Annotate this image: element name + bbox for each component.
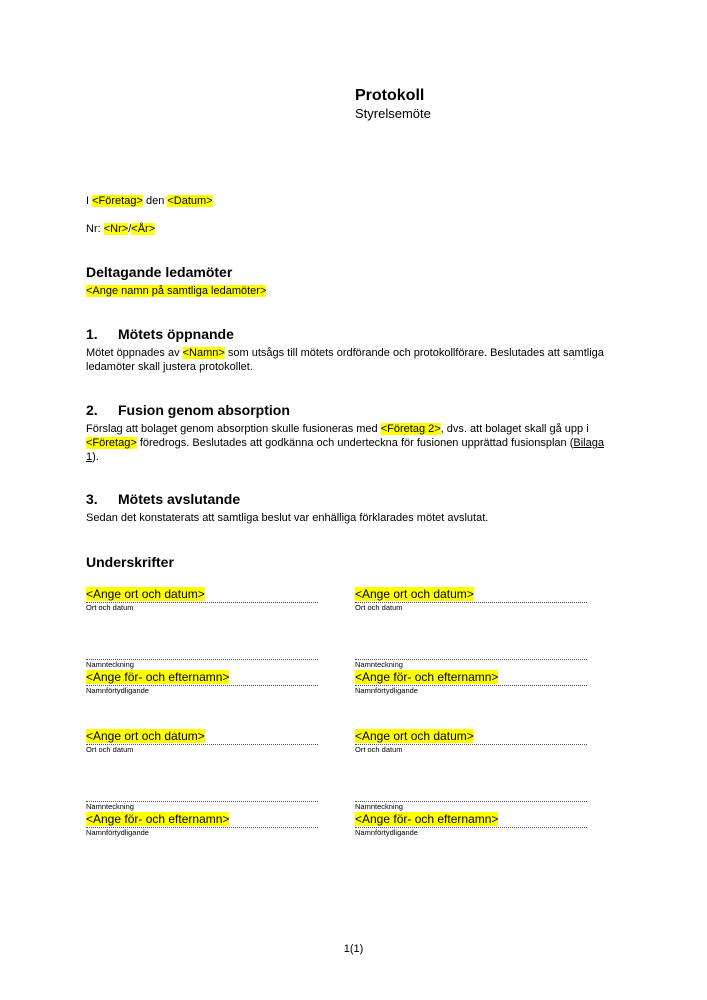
participants-placeholder[interactable]: <Ange namn på samtliga ledamöter> [86,285,267,297]
company-placeholder-inline[interactable]: <Företag> [86,437,137,449]
section-2-text-4: ). [92,451,99,463]
year-placeholder[interactable]: <År> [131,223,156,235]
date-placeholder[interactable]: <Datum> [167,195,213,207]
section-3-title: Mötets avslutande [118,491,241,507]
nr-placeholder[interactable]: <Nr> [103,223,129,235]
name-caption: Namnförtydligande [355,686,418,695]
place-date-field[interactable]: <Ange ort och datum> [86,729,205,743]
name-caption: Namnförtydligande [355,828,418,837]
number-line [86,223,155,236]
section-2-number: 2. [86,402,98,418]
section-1-paragraph [86,346,606,374]
place-date-field[interactable]: <Ange ort och datum> [355,729,474,743]
section-1-heading [86,325,234,343]
signature-block [355,729,587,838]
name-caption: Namnförtydligande [86,686,149,695]
section-2-paragraph [86,422,606,464]
section-1-number: 1. [86,326,98,342]
signature-block [86,587,318,696]
signature-caption: Namnteckning [86,802,134,811]
nr-label: Nr: [86,223,101,235]
place-date-caption: Ort och datum [86,745,134,754]
signature-caption: Namnteckning [355,660,403,669]
section-3-heading [86,490,240,508]
signature-block [86,729,318,838]
page-number: 1(1) [343,943,364,955]
section-1-text-1: Mötet öppnades av [86,347,183,359]
name-field[interactable]: <Ange för- och efternamn> [355,670,499,684]
name-placeholder[interactable]: <Namn> [182,347,225,359]
place-date-caption: Ort och datum [86,603,134,612]
section-2-text-3: föredrogs. Beslutades att godkänna och underteckna för fusionen upprättad fusionsplan ( [136,437,574,449]
section-2-title: Fusion genom absorption [118,402,290,418]
date-word: den [145,195,165,207]
place-date-field[interactable]: <Ange ort och datum> [86,587,205,601]
section-3-paragraph [86,511,606,525]
participants-line [86,285,266,298]
appendix-link[interactable]: Bilaga 1 [86,437,604,463]
name-field[interactable]: <Ange för- och efternamn> [86,812,230,826]
signature-caption: Namnteckning [355,802,403,811]
document-title: Protokoll [355,87,425,104]
signature-block [355,587,587,696]
section-2-text-1: Förslag att bolaget genom absorption skulle fusioneras med [86,423,381,435]
place-date-caption: Ort och datum [355,745,403,754]
company-placeholder[interactable]: <Företag> [92,195,143,207]
section-1-title: Mötets öppnande [118,326,234,342]
place-date-caption: Ort och datum [355,603,403,612]
document-subtitle: Styrelsemöte [355,106,431,121]
section-2-text-2: , dvs. att bolaget skall gå upp i [440,423,589,435]
title-block [355,86,431,122]
section-2-heading [86,401,290,419]
place-date-line [86,195,213,208]
name-caption: Namnförtydligande [86,828,149,837]
section-3-number: 3. [86,491,98,507]
participants-heading: Deltagande ledamöter [86,264,233,280]
name-field[interactable]: <Ange för- och efternamn> [86,670,230,684]
section-3-text-1: Sedan det konstaterats att samtliga beslut var enhälliga förklarades mötet avslutat. [86,512,489,524]
company-2-placeholder[interactable]: <Företag 2> [380,423,441,435]
signature-caption: Namnteckning [86,660,134,669]
place-date-field[interactable]: <Ange ort och datum> [355,587,474,601]
nr-slash: / [128,223,132,235]
section-1-text-2: som utsågs till mötets ordförande och protokollförare. Beslutades att samtliga ledamöter skall justera protokollet. [86,347,604,373]
name-field[interactable]: <Ange för- och efternamn> [355,812,499,826]
place-prefix: I [86,195,90,207]
signatures-heading: Underskrifter [86,554,174,570]
